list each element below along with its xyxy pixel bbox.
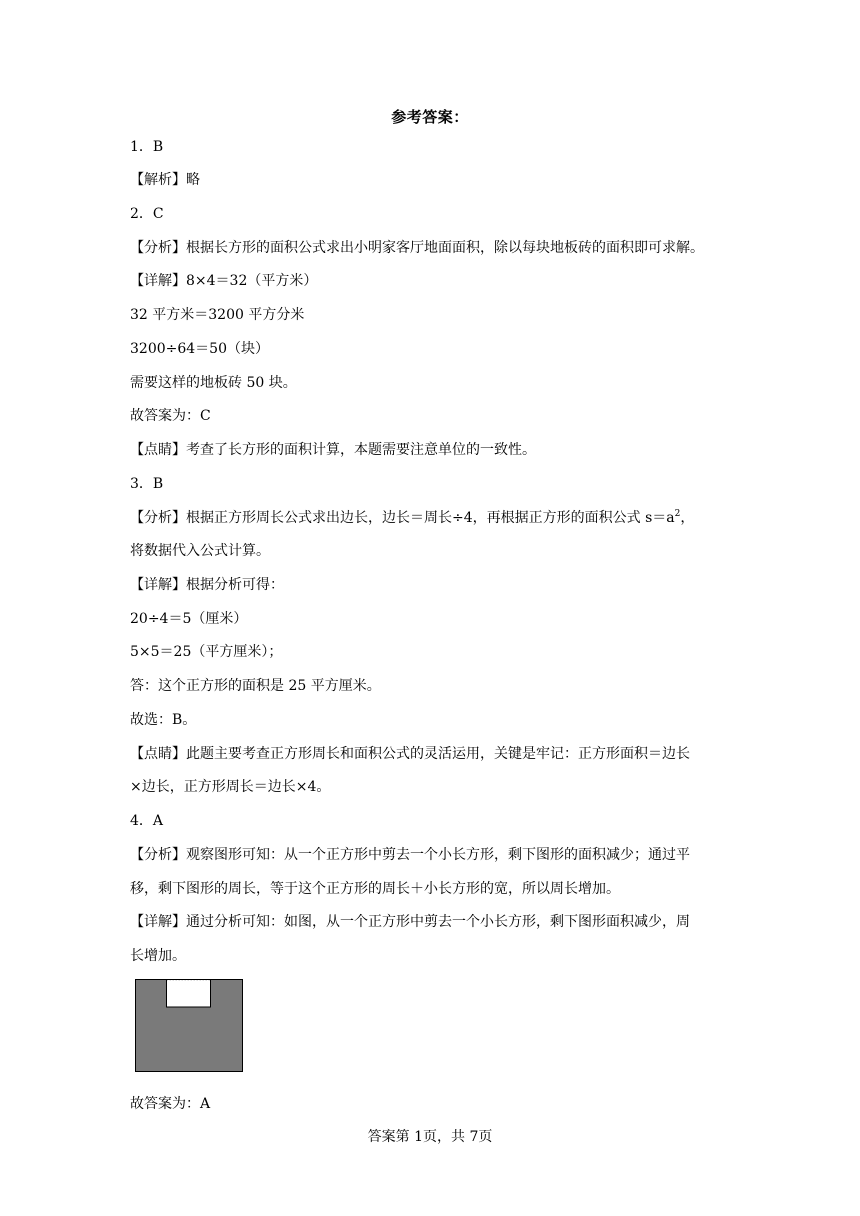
answer-3-detail-line-1: 20÷4＝5（厘米） [130,611,248,627]
answer-4-analysis-line-1: 【分析】观察图形可知：从一个正方形中剪去一个小长方形，剩下图形的面积减少；通过平 [130,847,690,863]
answer-4-analysis-line-2: 移，剩下图形的周长，等于这个正方形的周长＋小长方形的宽，所以周长增加。 [130,881,620,897]
answer-2-analysis: 【分析】根据长方形的面积公式求出小明家客厅地面面积，除以每块地板砖的面积即可求解。 [130,240,704,256]
answer-2-detail-line-4: 需要这样的地板砖 50 块。 [130,375,297,391]
answer-1-choice: 1．B [130,139,164,155]
answer-4-detail-line-2: 长增加。 [130,948,186,964]
answer-2-detail-line-1: 【详解】8×4＝32（平方米） [130,273,318,289]
answer-3-comment-line-1: 【点睛】此题主要考查正方形周长和面积公式的灵活运用，关键是牢记：正方形面积＝边长 [130,746,690,762]
answer-2-comment: 【点睛】考查了长方形的面积计算，本题需要注意单位的一致性。 [130,442,536,458]
answer-2-conclusion: 故答案为：C [130,408,211,424]
answer-2-detail-line-3: 3200÷64＝50（块） [130,341,269,357]
answer-3-detail-intro: 【详解】根据分析可得： [130,577,284,593]
answer-4-choice: 4．A [130,813,164,829]
answer-1-analysis: 【解析】略 [130,172,200,188]
answer-3-conclusion: 故选：B。 [130,712,197,728]
page-title: 参考答案： [391,108,469,126]
answer-3-answer: 答：这个正方形的面积是 25 平方厘米。 [130,678,381,694]
cut-square-figure [135,979,243,1072]
answer-3-comment-line-2: ×边长，正方形周长＝边长×4。 [130,779,331,795]
page-footer: 答案第 1页，共 7页 [367,1129,493,1145]
answer-4-detail-line-1: 【详解】通过分析可知：如图，从一个正方形中剪去一个小长方形，剩下图形面积减少，周 [130,914,690,930]
answer-4-conclusion: 故答案为：A [130,1096,211,1112]
answer-3-choice: 3．B [130,476,164,492]
answer-3-analysis-line-2: 将数据代入公式计算。 [130,543,270,559]
answer-2-choice: 2．C [130,206,164,222]
answer-2-detail-line-2: 32 平方米＝3200 平方分米 [130,307,305,323]
answer-3-detail-line-2: 5×5＝25（平方厘米）； [130,644,283,660]
cut-rectangle [167,980,211,1008]
exponent: 2 [674,509,681,519]
answer-3-analysis-line-1: 【分析】根据正方形周长公式求出边长，边长＝周长÷4，再根据正方形的面积公式 $s=a^2$， [130,509,695,526]
